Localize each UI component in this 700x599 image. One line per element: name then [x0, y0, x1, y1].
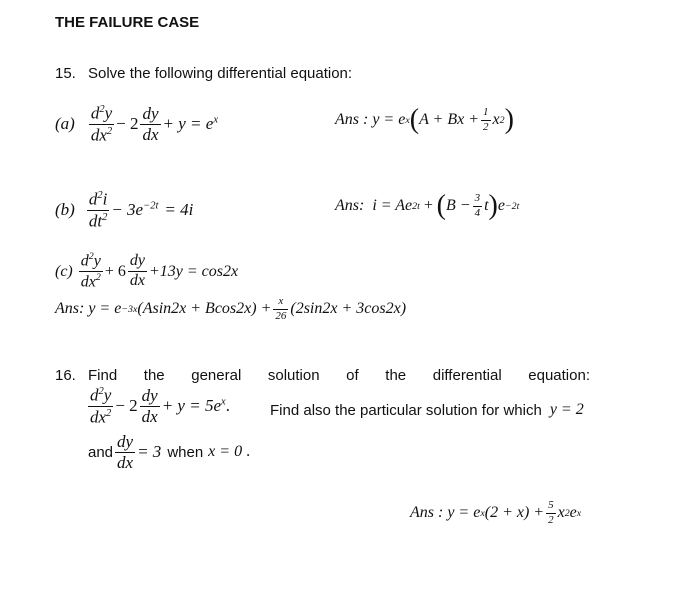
fraction-d2y-dx2: $\frac{d^2y}{dx^2}$ — [90, 103, 113, 145]
equation-15b: (b) $\frac{d^2i}{dt^2}$ − $3e^{-2t}$ = 4i — [55, 189, 194, 231]
question-16-prompt: Find the general solution of the differential equation: — [88, 367, 590, 384]
answer-16: Ans : y = e x (2 + x) + $\frac{5}{2}$ x 2 e x — [410, 499, 582, 526]
page-title: THE FAILURE CASE — [55, 14, 200, 31]
answer-15a: Ans : y = e x ( A + Bx + $\frac{1}{2}$ x 2 ) — [335, 104, 514, 135]
answer-15b: Ans: i = Ae 2t + ( B − $\frac{3}{4}$ t ) e −2t — [335, 190, 520, 221]
label-15a: (a) — [55, 114, 75, 133]
question-16-condition: and $\frac{dy}{dx}$ = 3 when x = 0 . — [88, 432, 251, 472]
question-16-particular: Find also the particular solution for which y = 2 — [270, 401, 584, 419]
equation-15a: (a) $\frac{d^2y}{dx^2}$ − 2 $\frac{dy}{dx}$ + $y = e^x$ — [55, 103, 219, 145]
answer-15c: Ans: y = e −3x (Asin2x + Bcos2x) + $\frac{x}{26}$ (2sin2x + 3cos2x) — [55, 295, 407, 322]
label-15c: (c) — [55, 262, 73, 280]
question-16-number: 16. — [55, 367, 76, 384]
label-15b: (b) — [55, 200, 75, 219]
fraction-d2i-dt2: $\frac{d^2i}{dt^2}$ — [88, 189, 108, 231]
fraction-dy-dx: $\frac{dy}{dx}$ — [142, 103, 159, 144]
question-15-number: 15. — [55, 65, 76, 82]
question-15-prompt: Solve the following differential equation: — [88, 65, 353, 82]
equation-15c: (c) $\frac{d^2y}{dx^2}$ + 6 $\frac{dy}{dx}$ +13y = cos2x — [55, 251, 239, 291]
equation-16: $\frac{d^2y}{dx^2}$ − 2 $\frac{dy}{dx}$ + $y = 5e^x$ . — [90, 385, 230, 427]
